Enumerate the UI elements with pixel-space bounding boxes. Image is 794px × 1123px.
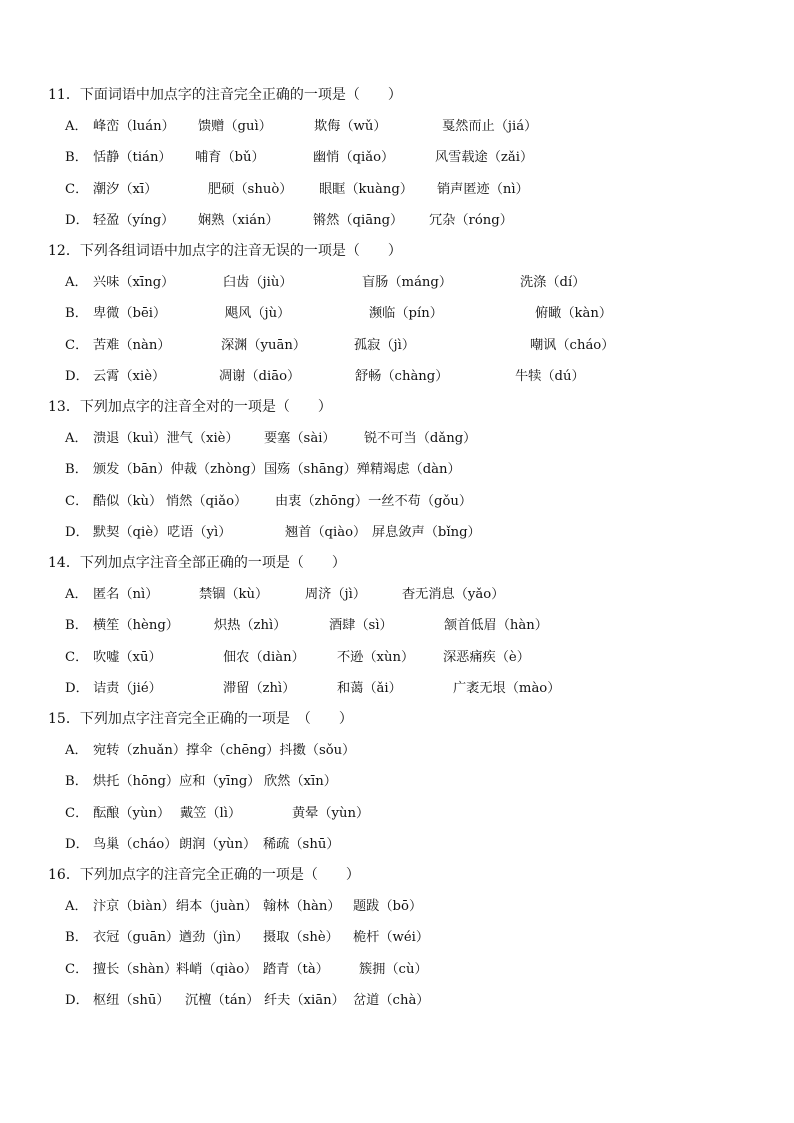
question-stem: 15．下列加点字注音完全正确的一项是 （ ） bbox=[48, 711, 353, 727]
option-item: 销声匿迹（nì） bbox=[437, 181, 529, 197]
option-item: 哺育（bǔ） bbox=[195, 150, 265, 166]
option-letter: D． bbox=[65, 212, 89, 228]
option-c bbox=[48, 642, 768, 673]
option-item: 翘首（qiào） bbox=[285, 524, 367, 540]
option-item: 轻盈（yíng） bbox=[93, 212, 175, 228]
option-item: 酒肆（sì） bbox=[329, 618, 393, 634]
question-stem: 13．下列加点字的注音全对的一项是（ ） bbox=[48, 399, 332, 415]
option-item: 戛然而止（jiá） bbox=[442, 119, 538, 135]
option-item: 遒劲（jìn） bbox=[179, 930, 249, 946]
option-d bbox=[48, 361, 768, 392]
question-12 bbox=[48, 236, 768, 392]
option-b bbox=[48, 142, 768, 173]
option-item: 颔首低眉（hàn） bbox=[444, 618, 548, 634]
option-b bbox=[48, 454, 768, 485]
option-b bbox=[48, 766, 768, 797]
option-item: 禁锢（kù） bbox=[199, 587, 269, 603]
option-item: 酷似（kù） bbox=[93, 493, 163, 509]
option-item: 绢本（juàn） bbox=[176, 899, 258, 915]
option-d bbox=[48, 673, 768, 704]
option-item: 簇拥（cù） bbox=[359, 961, 428, 977]
option-item: 国殇（shāng）殚精竭虑（dàn） bbox=[264, 462, 461, 478]
option-item: 冗杂（róng） bbox=[429, 212, 513, 228]
option-letter: B． bbox=[65, 618, 88, 634]
option-a bbox=[48, 423, 768, 454]
option-item: 臼齿（jiù） bbox=[223, 275, 293, 291]
option-item: 恬静（tián） bbox=[93, 150, 172, 166]
option-a bbox=[48, 735, 768, 766]
option-item: 欺侮（wǔ） bbox=[314, 119, 387, 135]
option-item: 吹嘘（xū） bbox=[93, 649, 162, 665]
option-b bbox=[48, 610, 768, 641]
option-letter: D． bbox=[65, 992, 89, 1008]
option-item: 汴京（biàn） bbox=[93, 899, 175, 915]
option-item: 料峭（qiào） bbox=[176, 961, 258, 977]
option-item: 佃农（diàn） bbox=[223, 649, 305, 665]
option-item: 炽热（zhì） bbox=[214, 618, 287, 634]
option-item: 凋谢（diāo） bbox=[219, 368, 301, 384]
option-item: 杳无消息（yǎo） bbox=[402, 587, 505, 603]
option-b bbox=[48, 298, 768, 329]
option-item: 锐不可当（dǎng） bbox=[364, 431, 477, 447]
option-item: 纤夫（xiān） bbox=[264, 992, 345, 1008]
option-item: 卑微（bēi） bbox=[93, 306, 167, 322]
question-stem: 14．下列加点字注音全部正确的一项是（ ） bbox=[48, 555, 346, 571]
option-item: 广袤无垠（mào） bbox=[453, 680, 561, 696]
option-item: 孤寂（jì） bbox=[354, 337, 416, 353]
option-item: 悄然（qiǎo） bbox=[166, 493, 248, 509]
option-item: 和蔼（ǎi） bbox=[337, 680, 402, 696]
option-letter: D． bbox=[65, 680, 89, 696]
option-letter: C． bbox=[65, 493, 89, 509]
question-15 bbox=[48, 704, 768, 860]
option-item: 濒临（pín） bbox=[369, 306, 443, 322]
option-item: 牛犊（dú） bbox=[515, 368, 585, 384]
option-item: 洗涤（dí） bbox=[520, 275, 586, 291]
option-item: 酝酿（yùn） bbox=[93, 805, 171, 821]
option-item: 兴味（xīng） bbox=[93, 275, 175, 291]
option-a bbox=[48, 111, 768, 142]
option-item: 潮汐（xī） bbox=[93, 181, 158, 197]
option-d bbox=[48, 205, 768, 236]
option-item: 峰峦（luán） bbox=[93, 119, 175, 135]
option-item: 馈赠（guì） bbox=[198, 119, 272, 135]
option-letter: D． bbox=[65, 524, 89, 540]
option-item: 不逊（xùn） bbox=[337, 649, 415, 665]
option-item: 娴熟（xián） bbox=[198, 212, 279, 228]
option-letter: A． bbox=[65, 743, 88, 759]
option-c bbox=[48, 174, 768, 205]
option-item: 锵然（qiāng） bbox=[313, 212, 404, 228]
option-item: 戴笠（lì） bbox=[180, 805, 242, 821]
option-a bbox=[48, 267, 768, 298]
option-item: 风雪载途（zǎi） bbox=[435, 150, 534, 166]
option-item: 稀疏（shū） bbox=[263, 836, 340, 852]
option-item: 横笙（hèng） bbox=[93, 618, 179, 634]
option-item: 衣冠（guān） bbox=[93, 930, 180, 946]
option-a bbox=[48, 891, 768, 922]
option-item: 欣然（xīn） bbox=[264, 774, 337, 790]
option-letter: C． bbox=[65, 961, 89, 977]
option-item: 黄晕（yùn） bbox=[292, 805, 370, 821]
option-letter: A． bbox=[65, 587, 88, 603]
option-item: 由衷（zhōng）一丝不苟（gǒu） bbox=[275, 493, 473, 509]
option-item: 朗润（yùn） bbox=[179, 836, 257, 852]
option-letter: A． bbox=[65, 119, 88, 135]
option-item: 舒畅（chàng） bbox=[355, 368, 449, 384]
option-d bbox=[48, 517, 768, 548]
option-item: 周济（jì） bbox=[305, 587, 367, 603]
option-item: 幽悄（qiǎo） bbox=[313, 150, 395, 166]
option-item: 题跋（bō） bbox=[353, 899, 423, 915]
option-item: 摄取（shè） bbox=[263, 930, 339, 946]
option-item: 飓风（jù） bbox=[225, 306, 291, 322]
option-letter: A． bbox=[65, 431, 88, 447]
option-letter: B． bbox=[65, 774, 88, 790]
option-item: 嘲讽（cháo） bbox=[530, 337, 615, 353]
option-item: 颁发（bān）仲裁（zhòng） bbox=[93, 462, 264, 478]
question-stem: 16．下列加点字的注音完全正确的一项是（ ） bbox=[48, 867, 360, 883]
question-stem: 12．下列各组词语中加点字的注音无误的一项是（ ） bbox=[48, 243, 402, 259]
option-c bbox=[48, 486, 768, 517]
option-item: 桅杆（wéi） bbox=[353, 930, 430, 946]
option-c bbox=[48, 954, 768, 985]
option-a bbox=[48, 579, 768, 610]
option-item: 肥硕（shuò） bbox=[208, 181, 293, 197]
option-letter: B． bbox=[65, 462, 88, 478]
option-item: 枢纽（shū） bbox=[93, 992, 170, 1008]
option-item: 岔道（chà） bbox=[353, 992, 430, 1008]
option-letter: C． bbox=[65, 181, 89, 197]
option-item: 眼眶（kuàng） bbox=[319, 181, 414, 197]
option-item: 云霄（xiè） bbox=[93, 368, 166, 384]
option-letter: C． bbox=[65, 649, 89, 665]
option-item: 擅长（shàn） bbox=[93, 961, 178, 977]
option-item: 匿名（nì） bbox=[93, 587, 159, 603]
option-item: 默契（qiè） bbox=[93, 524, 167, 540]
option-letter: B． bbox=[65, 306, 88, 322]
option-item: 宛转（zhuǎn）撑伞（chēng）抖擞（sǒu） bbox=[93, 743, 356, 759]
option-item: 俯瞰（kàn） bbox=[535, 306, 613, 322]
option-item: 溃退（kuì）泄气（xiè） bbox=[93, 431, 239, 447]
option-c bbox=[48, 798, 768, 829]
option-b bbox=[48, 922, 768, 953]
option-item: 滞留（zhì） bbox=[223, 680, 296, 696]
option-item: 要塞（sài） bbox=[264, 431, 336, 447]
option-item: 诘责（jié） bbox=[93, 680, 162, 696]
option-d bbox=[48, 829, 768, 860]
option-letter: B． bbox=[65, 150, 88, 166]
question-13 bbox=[48, 392, 768, 548]
option-item: 盲肠（máng） bbox=[362, 275, 453, 291]
option-item: 沉檀（tán） bbox=[185, 992, 260, 1008]
option-item: 烘托（hōng）应和（yīng） bbox=[93, 774, 261, 790]
option-c bbox=[48, 330, 768, 361]
question-16 bbox=[48, 860, 768, 1016]
option-item: 苦难（nàn） bbox=[93, 337, 171, 353]
option-d bbox=[48, 985, 768, 1016]
option-letter: A． bbox=[65, 899, 88, 915]
question-11 bbox=[48, 80, 768, 236]
option-letter: D． bbox=[65, 836, 89, 852]
option-item: 深恶痛疾（è） bbox=[443, 649, 530, 665]
question-stem: 11．下面词语中加点字的注音完全正确的一项是（ ） bbox=[48, 87, 402, 103]
option-letter: C． bbox=[65, 337, 89, 353]
option-item: 踏青（tà） bbox=[263, 961, 329, 977]
option-letter: A． bbox=[65, 275, 88, 291]
option-letter: D． bbox=[65, 368, 89, 384]
option-item: 鸟巢（cháo） bbox=[93, 836, 178, 852]
option-letter: B． bbox=[65, 930, 88, 946]
option-item: 屏息敛声（bǐng） bbox=[372, 524, 481, 540]
option-item: 深渊（yuān） bbox=[221, 337, 307, 353]
question-14 bbox=[48, 548, 768, 704]
option-item: 翰林（hàn） bbox=[263, 899, 341, 915]
option-item: 呓语（yì） bbox=[167, 524, 232, 540]
option-letter: C． bbox=[65, 805, 89, 821]
